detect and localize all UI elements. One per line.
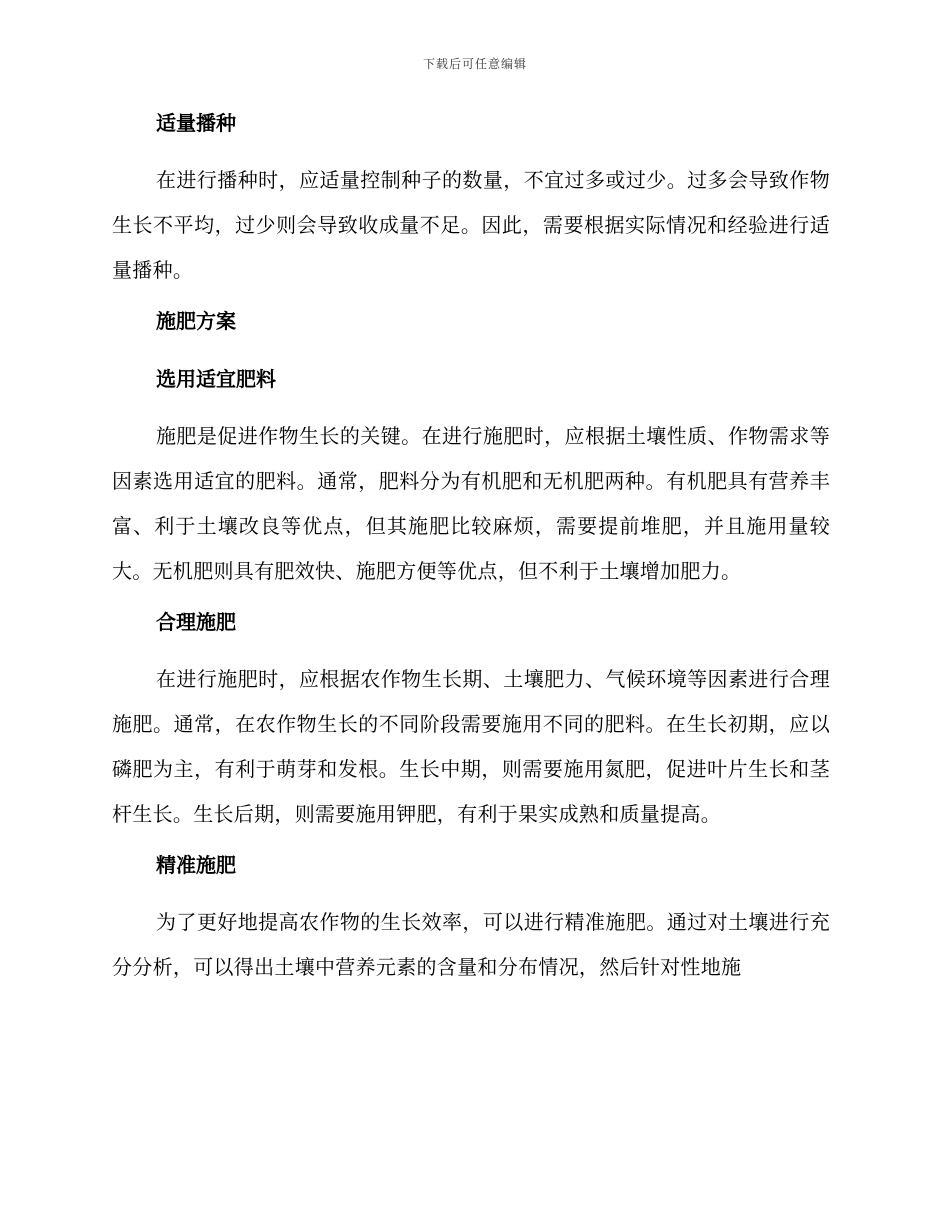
section-heading: 施肥方案	[156, 309, 236, 333]
section-heading: 适量播种	[156, 111, 236, 135]
body-paragraph: 施肥是促进作物生长的关键。在进行施肥时，应根据土壤性质、作物需求等因素选用适宜的肥料。通常，肥料分为有机肥和无机肥两种。有机肥具有营养丰富、利于土壤改良等优点，但其施肥比较麻烦，需要提前堆肥，并且施用量较大。无机肥则具有肥效快、施肥方便等优点，但不利于土壤增加肥力。	[112, 424, 830, 583]
section-heading: 合理施肥	[156, 610, 236, 634]
section-heading: 精准施肥	[156, 853, 236, 877]
body-paragraph: 为了更好地提高农作物的生长效率，可以进行精准施肥。通过对土壤进行充分分析，可以得出土壤中营养元素的含量和分布情况，然后针对性地施	[112, 910, 830, 979]
header-note: 下载后可任意编辑	[422, 57, 527, 71]
document-body	[112, 108, 830, 1003]
section-heading: 选用适宜肥料	[156, 367, 276, 391]
body-paragraph: 在进行播种时，应适量控制种子的数量，不宜过多或过少。过多会导致作物生长不平均，过少则会导致收成量不足。因此，需要根据实际情况和经验进行适量播种。	[112, 168, 830, 282]
body-paragraph: 在进行施肥时，应根据农作物生长期、土壤肥力、气候环境等因素进行合理施肥。通常，在农作物生长的不同阶段需要施用不同的肥料。在生长初期，应以磷肥为主，有利于萌芽和发根。生长中期，则需要施用氮肥，促进叶片生长和茎杆生长。生长后期，则需要施用钾肥，有利于果实成熟和质量提高。	[112, 667, 830, 826]
